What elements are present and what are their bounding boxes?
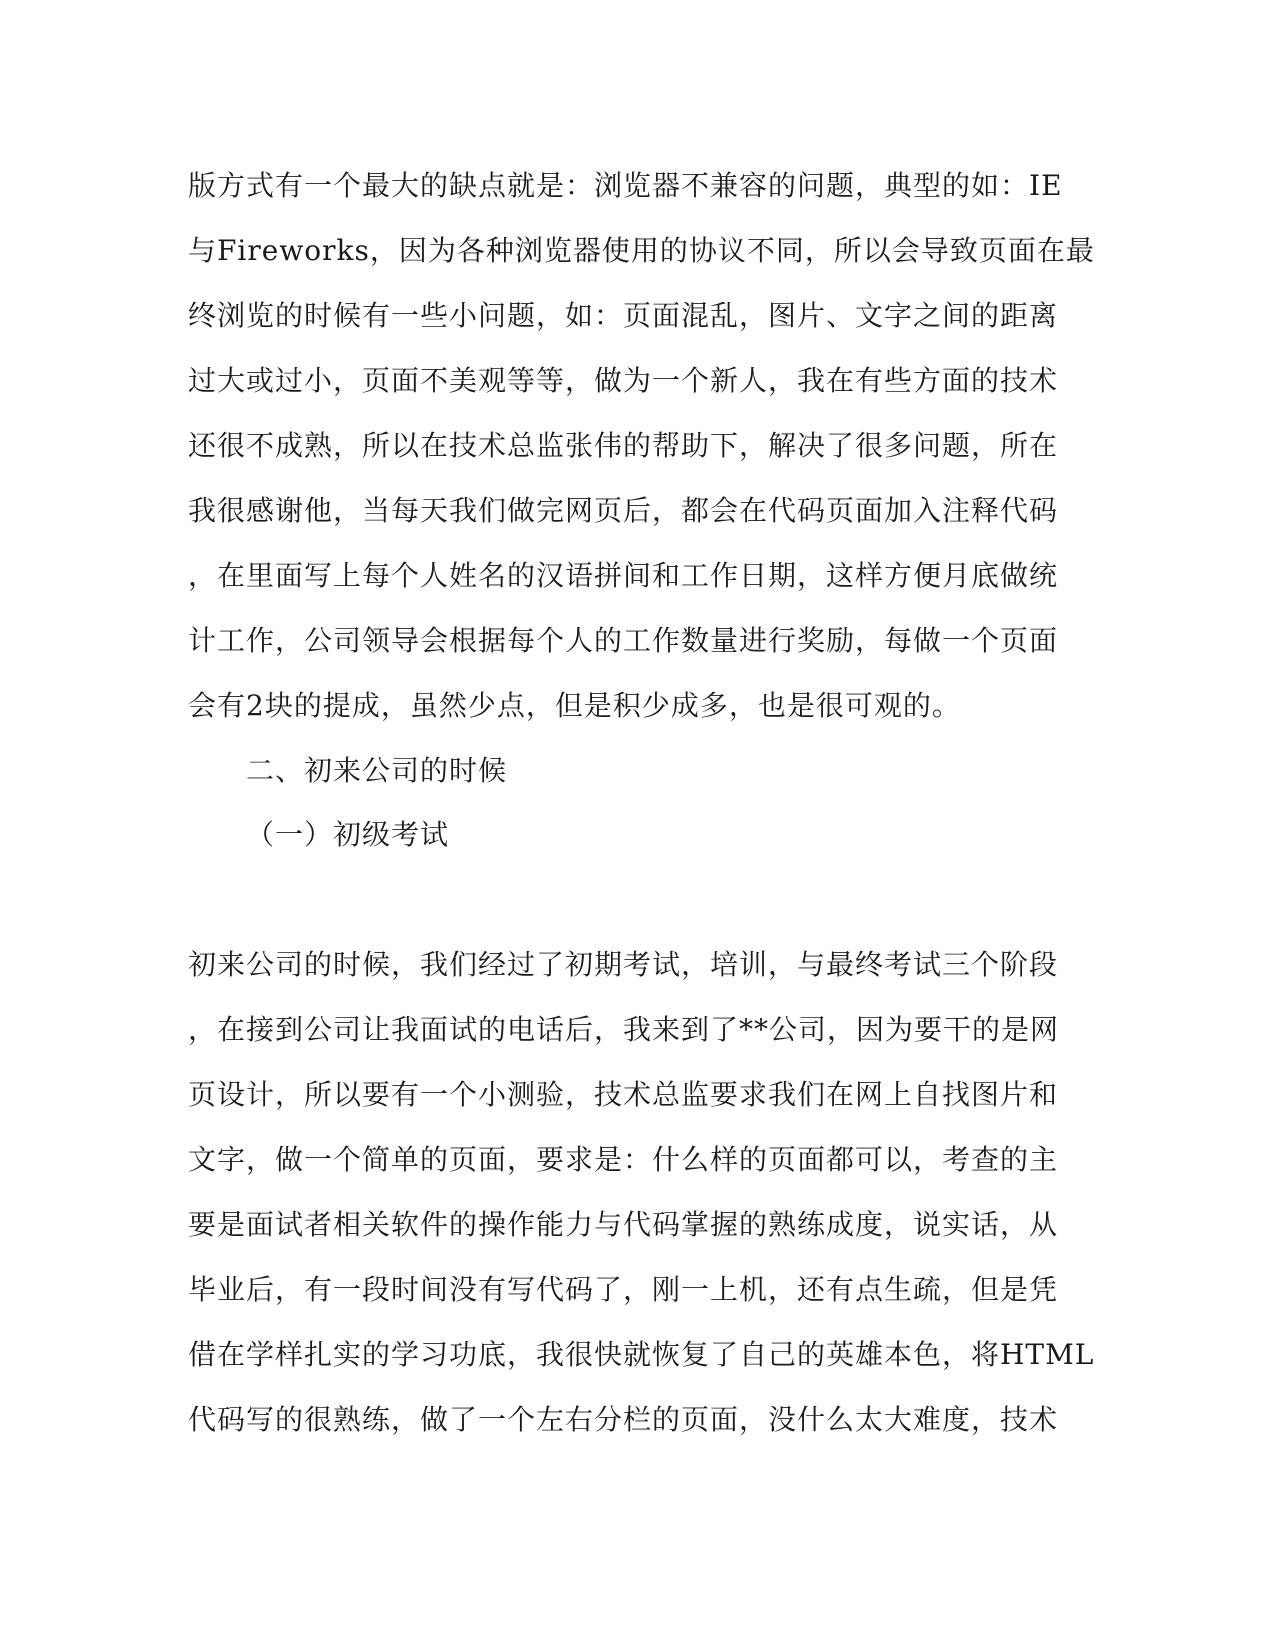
paragraph-line: ，在接到公司让我面试的电话后，我来到了**公司，因为要干的是网 (188, 1013, 1060, 1046)
paragraph-line: 还很不成熟，所以在技术总监张伟的帮助下，解决了很多问题，所在 (188, 429, 1059, 462)
paragraph-line: 终浏览的时候有一些小问题，如：页面混乱，图片、文字之间的距离 (188, 299, 1059, 332)
paragraph-line: 文字，做一个简单的页面，要求是：什么样的页面都可以，考查的主 (188, 1143, 1059, 1176)
paragraph-line: 毕业后，有一段时间没有写代码了，刚一上机，还有点生疏，但是凭 (188, 1273, 1059, 1306)
paragraph-line: 过大或过小，页面不美观等等，做为一个新人，我在有些方面的技术 (188, 364, 1059, 397)
paragraph-line: 借在学样扎实的学习功底，我很快就恢复了自己的英雄本色，将HTML (188, 1338, 1095, 1371)
paragraph-line: 我很感谢他，当每天我们做完网页后，都会在代码页面加入注释代码 (188, 494, 1059, 527)
paragraph-line: 版方式有一个最大的缺点就是：浏览器不兼容的问题，典型的如：IE (188, 169, 1063, 202)
paragraph-line: ，在里面写上每个人姓名的汉语拼间和工作日期，这样方便月底做统 (188, 559, 1059, 592)
subsection-heading: （一）初级考试 (246, 818, 450, 851)
paragraph-line: 页设计，所以要有一个小测验，技术总监要求我们在网上自找图片和 (188, 1078, 1059, 1111)
paragraph-line: 计工作，公司领导会根据每个人的工作数量进行奖励，每做一个页面 (188, 624, 1059, 657)
paragraph-line: 代码写的很熟练，做了一个左右分栏的页面，没什么太大难度，技术 (188, 1403, 1059, 1436)
section-heading: 二、初来公司的时候 (246, 754, 508, 787)
paragraph-line: 会有2块的提成，虽然少点，但是积少成多，也是很可观的。 (188, 689, 961, 722)
paragraph-1 (188, 164, 1095, 749)
paragraph-line: 要是面试者相关软件的操作能力与代码掌握的熟练成度，说实话，从 (188, 1208, 1059, 1241)
paragraph-line: 与Fireworks，因为各种浏览器使用的协议不同，所以会导致页面在最 (188, 234, 1095, 267)
paragraph-2 (188, 943, 1095, 1463)
paragraph-line: 初来公司的时候，我们经过了初期考试，培训，与最终考试三个阶段 (188, 948, 1059, 981)
